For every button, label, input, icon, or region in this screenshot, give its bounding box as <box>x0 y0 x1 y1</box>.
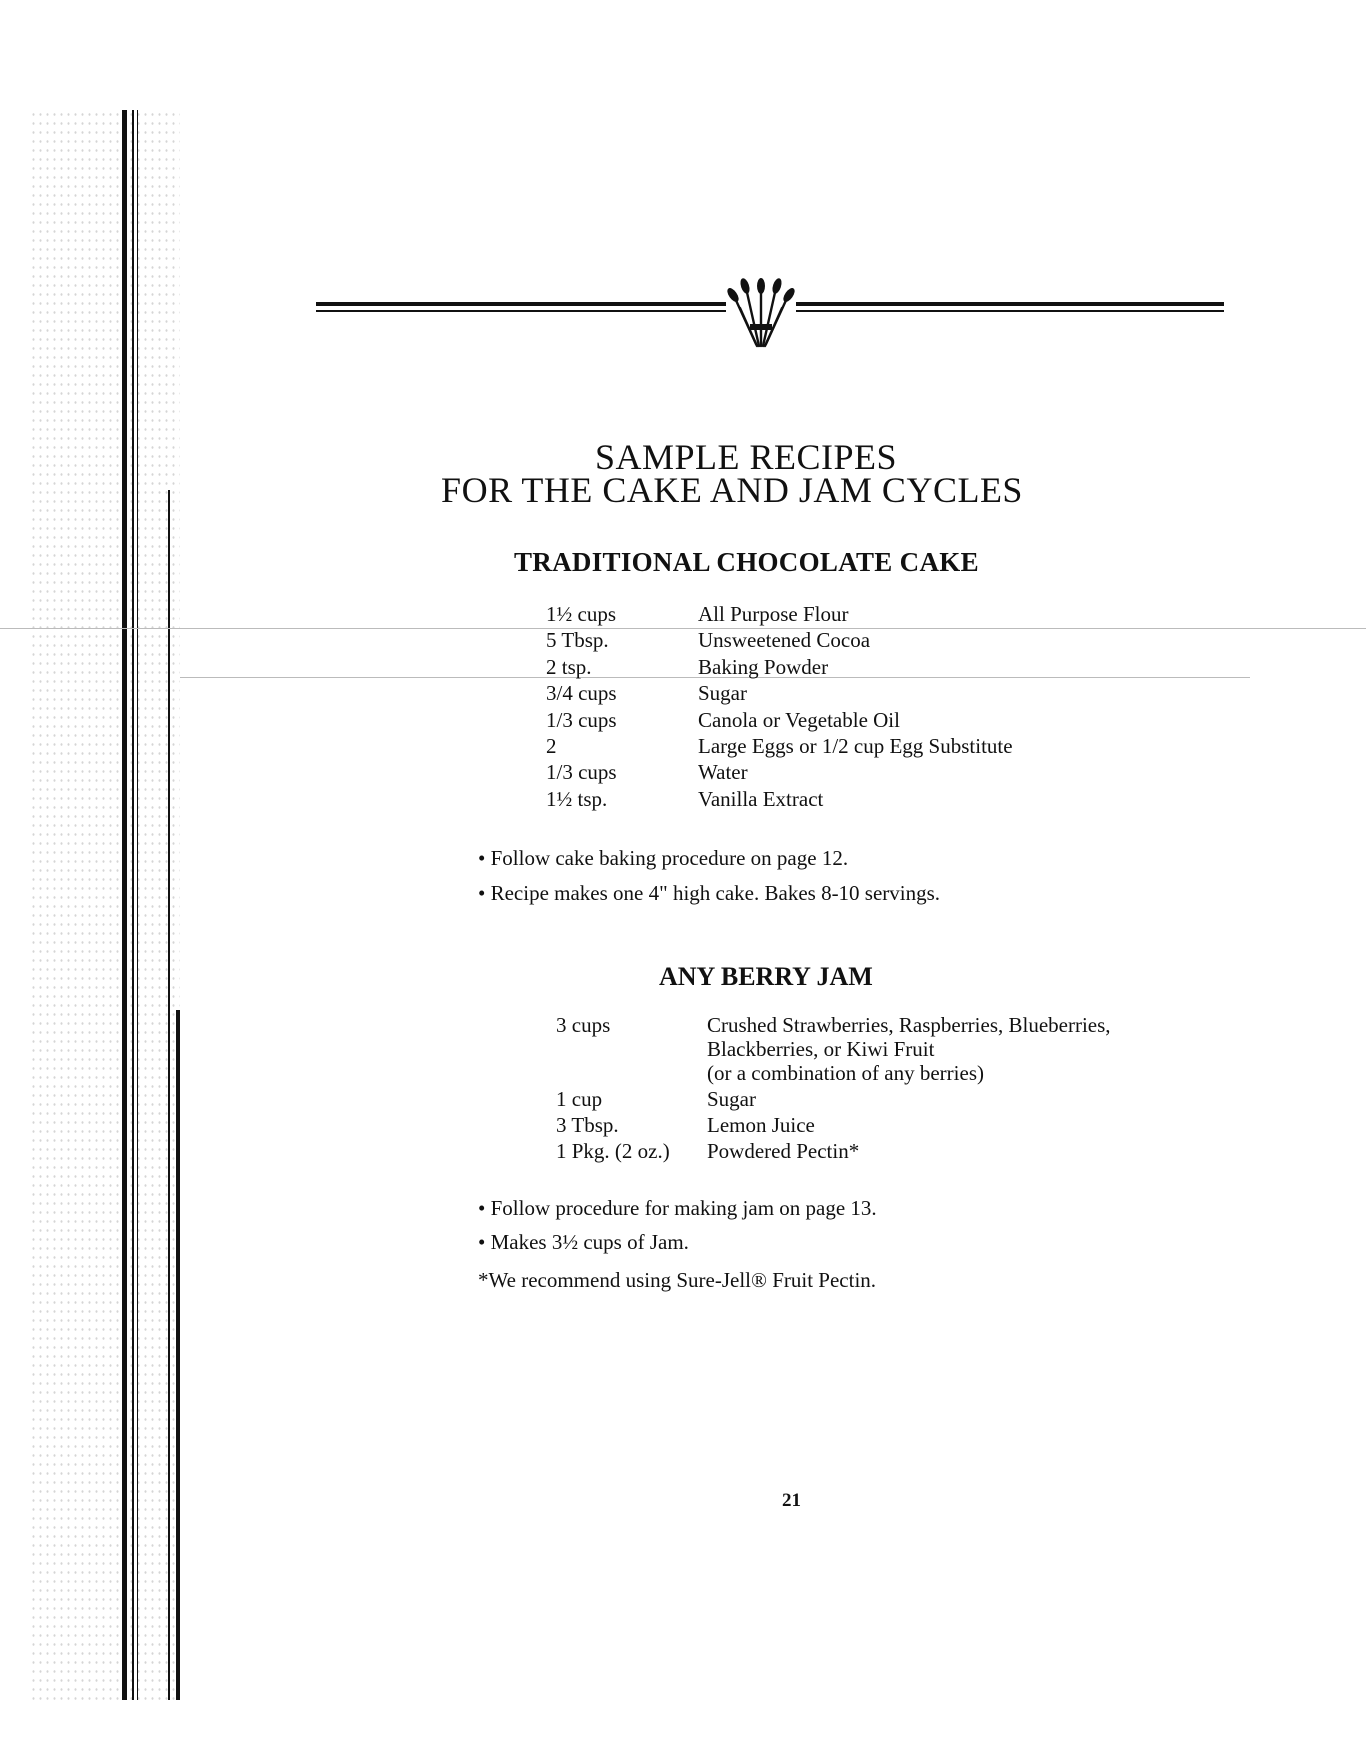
ingredient-row <box>546 601 1013 627</box>
ingredient-quantity: 3 Tbsp. <box>556 1113 619 1137</box>
ingredient-quantity: 1½ cups <box>546 602 616 626</box>
ingredient-quantity: 1 Pkg. (2 oz.) <box>556 1139 670 1163</box>
ingredient-name: Sugar <box>707 1087 756 1111</box>
ingredient-row <box>556 1087 1207 1111</box>
ingredient-name: Crushed Strawberries, Raspberries, Blueberries, Blackberries, or Kiwi Fruit (or a combination of any berries) <box>707 1013 1111 1085</box>
cake-ingredient-list <box>546 601 1013 812</box>
recipe-note: • Follow procedure for making jam on page 13. <box>478 1196 877 1220</box>
ingredient-name: Water <box>698 760 748 785</box>
page-title-line-1: SAMPLE RECIPES <box>594 437 898 477</box>
ingredient-name: Unsweetened Cocoa <box>698 628 871 653</box>
ingredient-name: Canola or Vegetable Oil <box>698 707 900 732</box>
ingredient-quantity: 1½ tsp. <box>546 786 608 811</box>
scan-noise <box>30 110 180 1700</box>
wheat-sheaf-icon <box>726 276 796 352</box>
binding-line <box>132 110 134 1700</box>
binding-line <box>168 490 170 1700</box>
cake-recipe-heading: TRADITIONAL CHOCOLATE CAKE <box>514 547 979 577</box>
ingredient-quantity: 5 Tbsp. <box>546 628 609 653</box>
ingredient-row <box>546 680 1013 706</box>
ingredient-name: Large Eggs or 1/2 cup Egg Substitute <box>698 733 1013 758</box>
ingredient-name: Sugar <box>698 681 747 706</box>
ingredient-quantity: 3/4 cups <box>546 681 617 706</box>
ingredient-name: Lemon Juice <box>707 1113 815 1137</box>
page-binding-edge <box>0 110 185 1700</box>
ingredient-row <box>546 627 1013 653</box>
ingredient-name: Powdered Pectin* <box>707 1139 860 1163</box>
recipe-note: • Recipe makes one 4" high cake. Bakes 8-10 servings. <box>478 881 941 905</box>
ingredient-name: All Purpose Flour <box>698 602 849 626</box>
recipe-note: • Makes 3½ cups of Jam. <box>478 1230 689 1254</box>
ingredient-row <box>556 1113 1207 1137</box>
jam-recipe-heading: ANY BERRY JAM <box>659 962 873 991</box>
ingredient-row <box>556 1139 1207 1163</box>
ingredient-quantity: 2 <box>546 733 557 758</box>
ingredient-name: Vanilla Extract <box>698 786 824 811</box>
ingredient-quantity: 2 tsp. <box>546 654 592 679</box>
page-title-line-2: FOR THE CAKE AND JAM CYCLES <box>441 470 1023 510</box>
ingredient-row <box>546 786 1013 812</box>
ingredient-row <box>546 733 1013 759</box>
page-number: 21 <box>782 1490 801 1511</box>
ingredient-quantity: 3 cups <box>556 1013 611 1037</box>
binding-line <box>176 1010 180 1700</box>
jam-notes <box>478 1193 877 1261</box>
ingredient-quantity: 1/3 cups <box>546 760 617 785</box>
pectin-footnote: *We recommend using Sure-Jell® Fruit Pectin. <box>478 1268 877 1292</box>
cake-notes <box>478 843 940 913</box>
ingredient-row <box>556 1013 1207 1085</box>
ingredient-row <box>546 759 1013 785</box>
ingredient-quantity: 1 cup <box>556 1087 603 1111</box>
ingredient-name: Baking Powder <box>698 654 829 679</box>
ingredient-row <box>546 654 1013 680</box>
binding-line <box>122 110 127 1700</box>
recipe-note: • Follow cake baking procedure on page 12. <box>478 846 849 870</box>
jam-ingredient-list <box>556 1013 1207 1165</box>
ingredient-row <box>546 707 1013 733</box>
binding-line <box>137 110 138 1700</box>
ingredient-quantity: 1/3 cups <box>546 707 617 732</box>
